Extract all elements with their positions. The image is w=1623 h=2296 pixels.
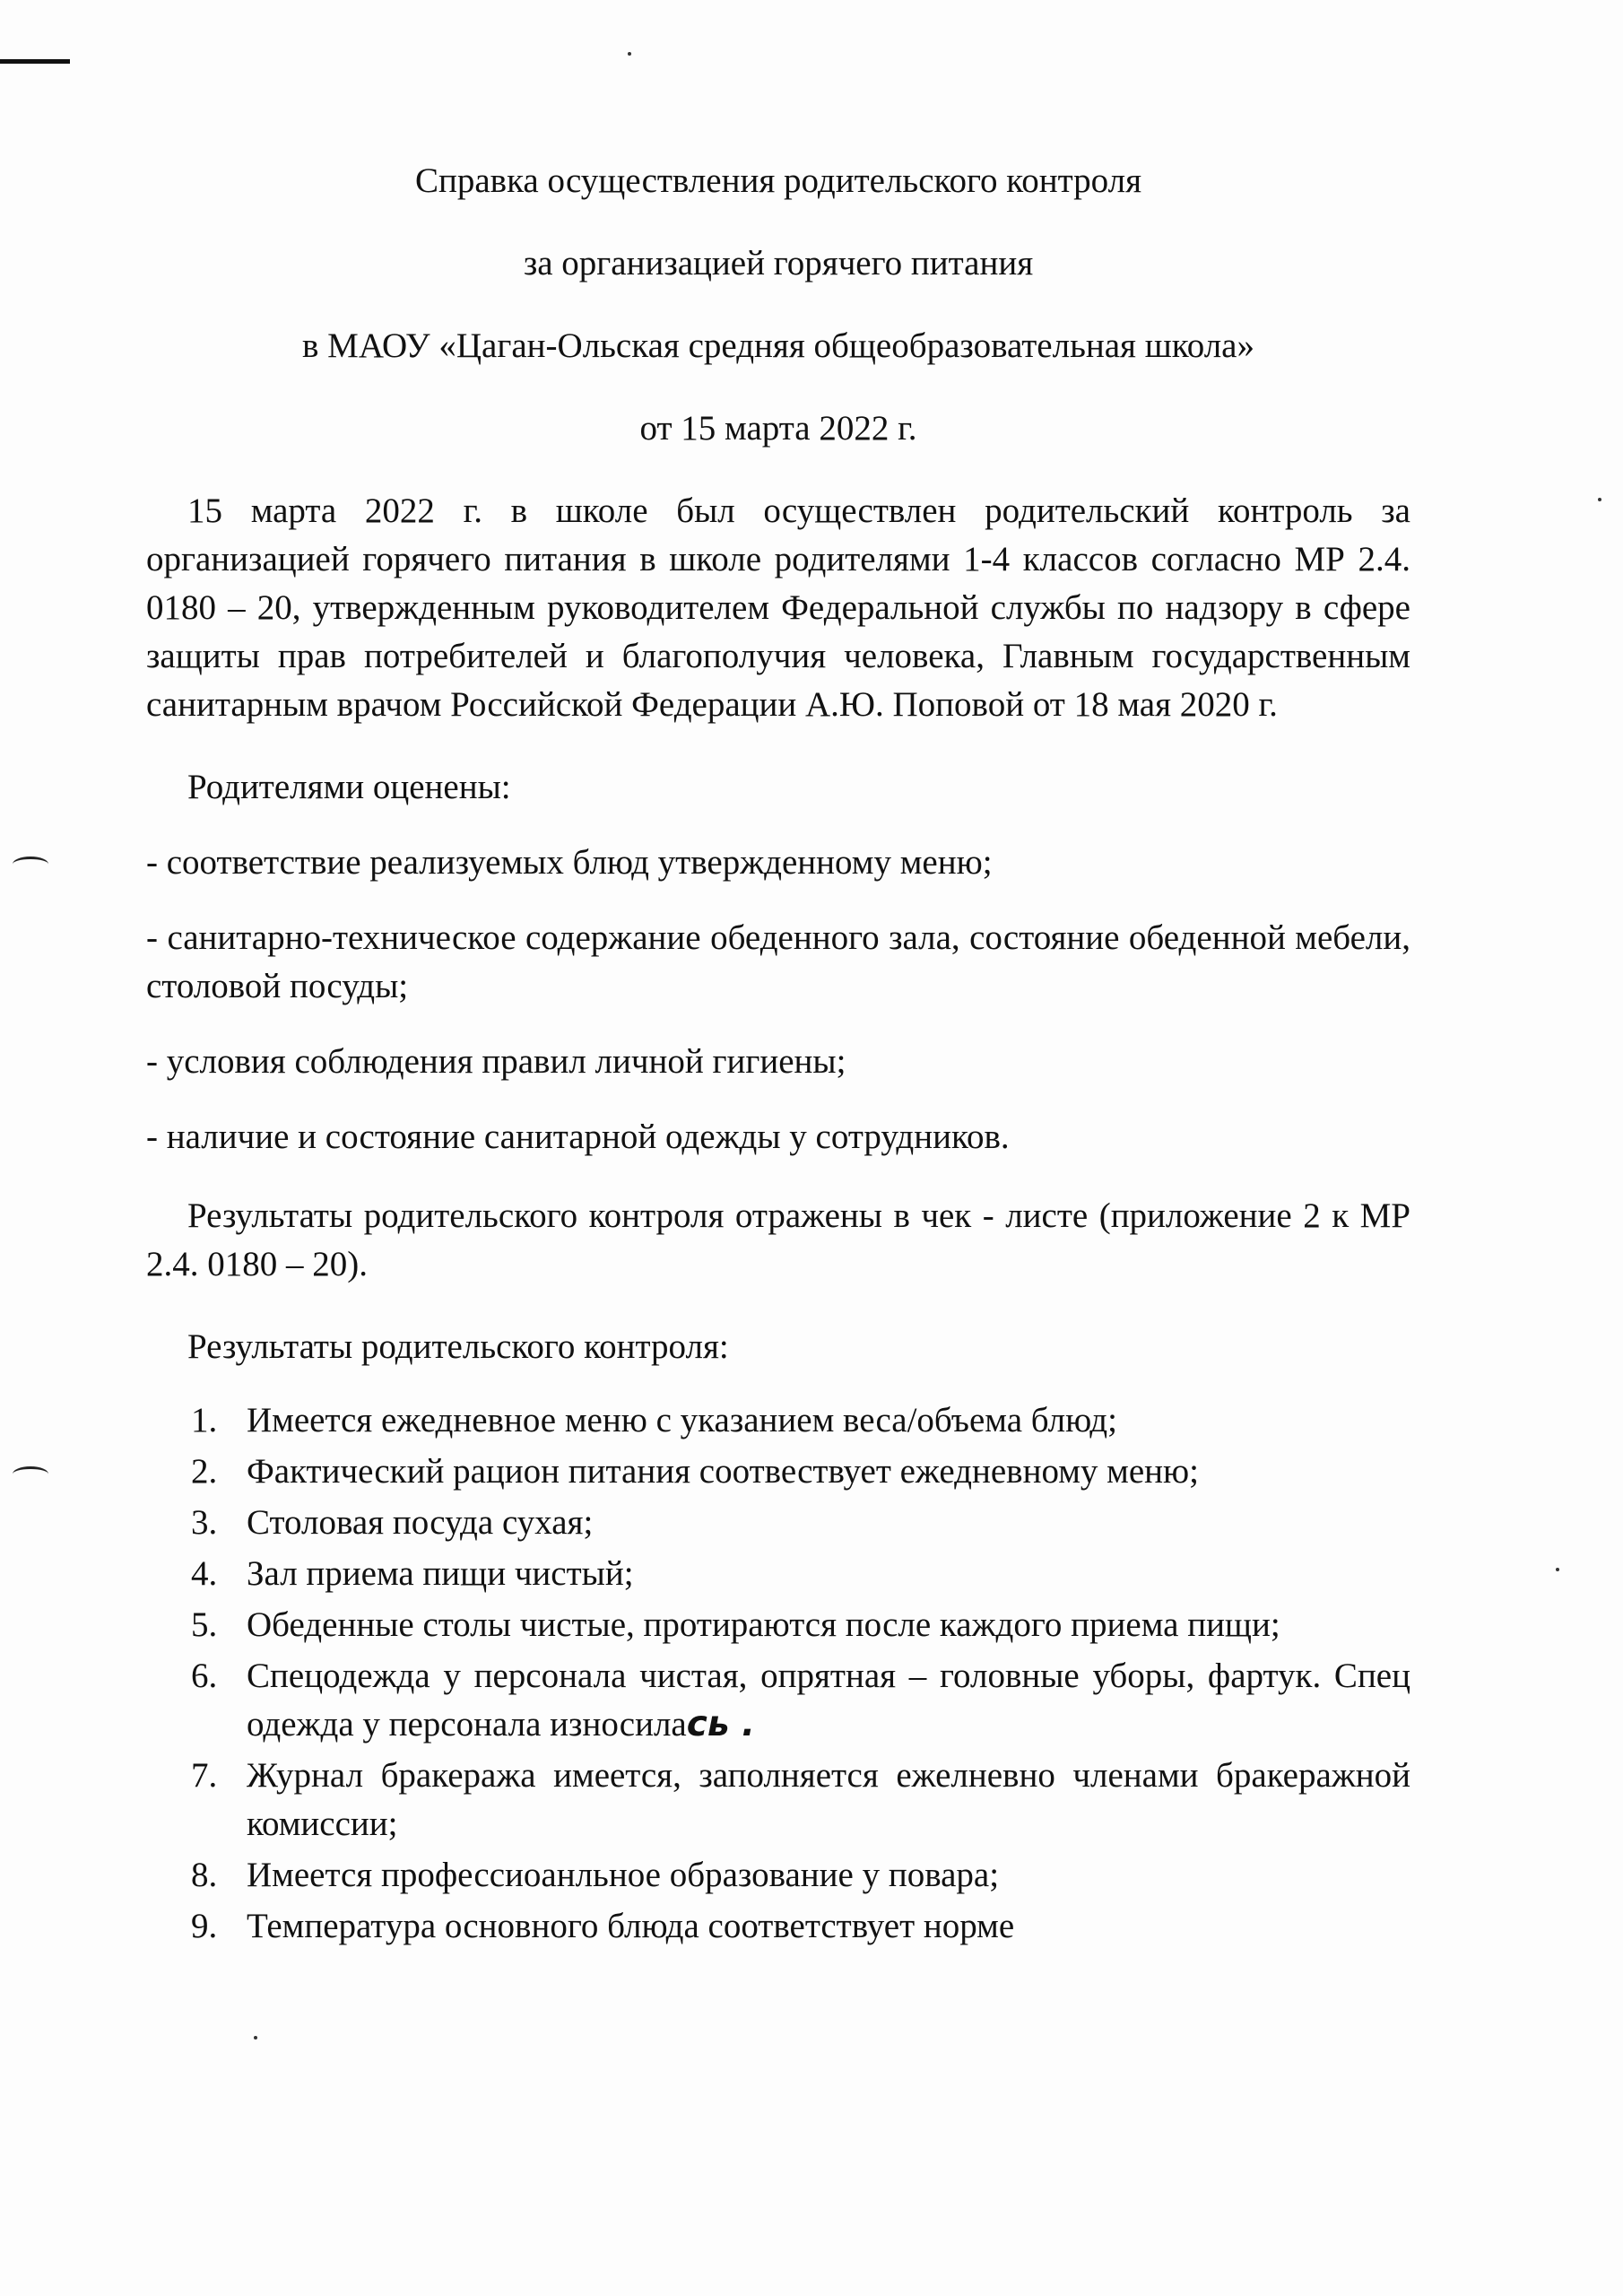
result-item	[146, 1396, 1410, 1445]
assessed-item: - наличие и состояние санитарной одежды у сотрудников.	[146, 1118, 1010, 1156]
scan-edge-mark	[0, 59, 70, 64]
result-number: 1.	[191, 1401, 218, 1439]
handwritten-correction: сь .	[686, 1704, 755, 1744]
result-item	[146, 1550, 1410, 1598]
intro-paragraph: 15 марта 2022 г. в школе был осуществлен родительский контроль за организацией горячего питания в школе родителями 1-4 классов согласно МР 2.4. 0180 – 20, утвержденным руководителем Федеральной службы по надзору в сфере защиты прав потребителей и благополучия человека, Главным государственным санитарным врачом Российской Федерации А.Ю. Поповой от 18 мая 2020 г.	[146, 491, 1410, 724]
result-text: Зал приема пищи чистый;	[247, 1554, 634, 1593]
result-number: 3.	[191, 1503, 218, 1542]
result-text: Фактический рацион питания соотвествует ежедневному меню;	[247, 1452, 1199, 1491]
result-item	[146, 1448, 1410, 1496]
result-item	[146, 1902, 1410, 1951]
result-item	[146, 1652, 1410, 1749]
result-number: 2.	[191, 1452, 218, 1491]
result-item	[146, 1851, 1410, 1900]
scan-speck	[628, 52, 631, 56]
result-number: 7.	[191, 1756, 218, 1795]
scan-speck	[254, 2036, 257, 2039]
assessed-item: - соответствие реализуемых блюд утвержденному меню;	[146, 843, 993, 882]
scan-edge-mark	[13, 1466, 48, 1482]
scan-speck	[1556, 1568, 1559, 1571]
assessed-item: - условия соблюдения правил личной гигиены;	[146, 1042, 846, 1081]
result-text: Температура основного блюда соответствует норме	[247, 1907, 1015, 1945]
result-text: Имеется ежедневное меню с указанием веса/объема блюд;	[247, 1401, 1117, 1439]
result-number: 6.	[191, 1657, 218, 1695]
result-item	[146, 1499, 1410, 1547]
result-number: 4.	[191, 1554, 218, 1593]
result-number: 8.	[191, 1856, 218, 1894]
result-item	[146, 1601, 1410, 1649]
result-item	[146, 1752, 1410, 1848]
results-heading: Результаты родительского контроля:	[187, 1327, 729, 1366]
document-body	[146, 157, 1410, 1953]
scan-edge-mark	[13, 857, 48, 872]
scan-speck	[1598, 498, 1601, 501]
result-number: 9.	[191, 1907, 218, 1945]
checklist-paragraph: Результаты родительского контроля отражены в чек - листе (приложение 2 к МР 2.4. 0180 – 20).	[146, 1196, 1410, 1283]
document-title-line-3: в МАОУ «Цаган-Ольская средняя общеобразовательная школа»	[301, 326, 1254, 365]
result-text: Спецодежда у персонала чистая, опрятная – головные уборы, фартук. Спец одежда у персонала износила	[247, 1657, 1410, 1744]
document-date: от 15 марта 2022 г.	[639, 409, 917, 448]
result-text: Журнал бракеража имеется, заполняется ежелневно членами бракеражной комиссии;	[247, 1756, 1410, 1843]
result-text: Столовая посуда сухая;	[247, 1503, 594, 1542]
document-title-line-2: за организацией горячего питания	[523, 244, 1034, 283]
result-text: Имеется профессиоанльное образование у повара;	[247, 1856, 1000, 1894]
result-text: Обеденные столы чистые, протираются после каждого приема пищи;	[247, 1605, 1280, 1644]
assessed-heading: Родителями оценены:	[187, 768, 511, 806]
document-title-line-1: Справка осуществления родительского контроля	[414, 161, 1142, 200]
results-list	[146, 1396, 1410, 1951]
assessed-item: - санитарно-техническое содержание обеденного зала, состояние обеденной мебели, столовой посуды;	[146, 918, 1410, 1005]
result-number: 5.	[191, 1605, 218, 1644]
